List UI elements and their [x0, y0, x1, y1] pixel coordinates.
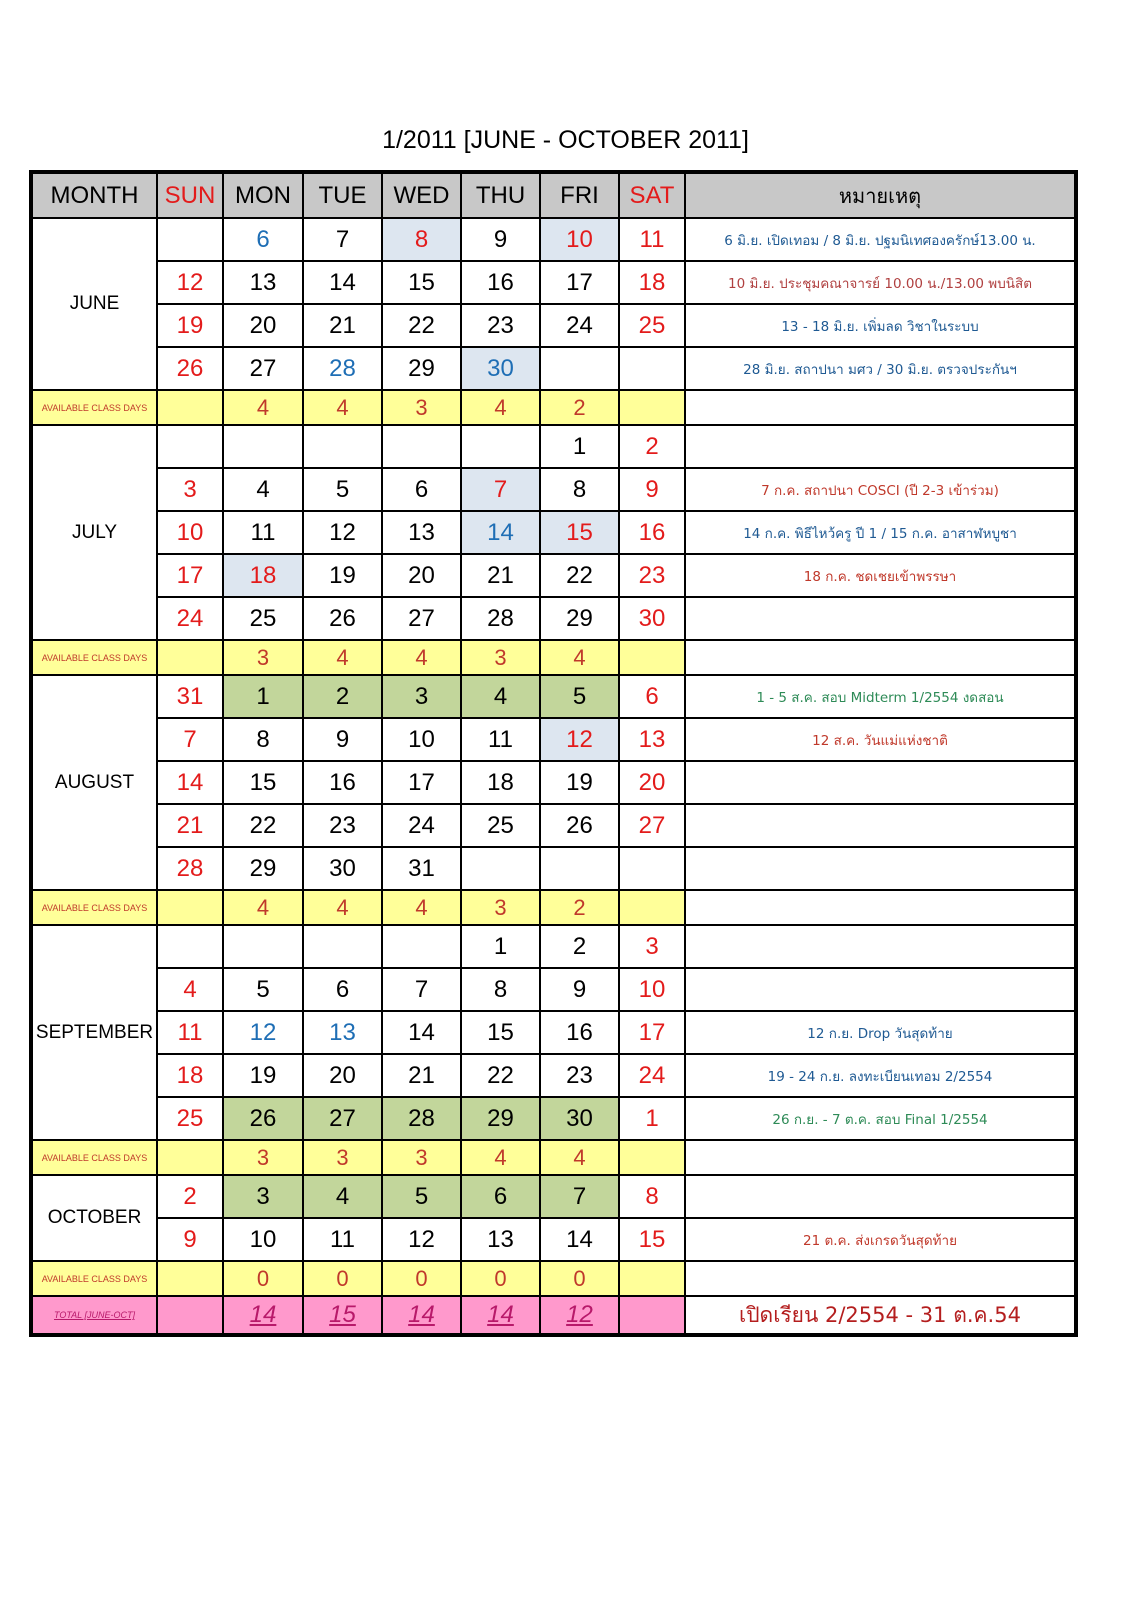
day-cell: [619, 847, 685, 890]
day-cell: 14: [382, 1011, 461, 1054]
day-cell: [223, 925, 303, 968]
day-cell: [619, 347, 685, 390]
day-cell: 18: [461, 761, 540, 804]
note-cell: 13 - 18 มิ.ย. เพิ่มลด วิชาในระบบ: [685, 304, 1076, 347]
note-cell: 7 ก.ค. สถาปนา COSCI (ปี 2-3 เข้าร่วม): [685, 468, 1076, 511]
day-cell: 21: [303, 304, 382, 347]
day-cell: 5: [303, 468, 382, 511]
day-cell: 21: [461, 554, 540, 597]
total-count: 14: [382, 1296, 461, 1335]
day-cell: 5: [223, 968, 303, 1011]
day-cell: [157, 218, 223, 261]
available-days-count: [619, 390, 685, 425]
day-cell: 8: [223, 718, 303, 761]
day-cell: 7: [540, 1175, 619, 1218]
day-cell: 15: [382, 261, 461, 304]
day-cell: 11: [619, 218, 685, 261]
day-cell: [540, 847, 619, 890]
day-cell: 26: [223, 1097, 303, 1140]
available-days-count: [157, 1140, 223, 1175]
available-days-count: 4: [303, 640, 382, 675]
available-days-count: 3: [303, 1140, 382, 1175]
day-cell: 17: [382, 761, 461, 804]
day-cell: 6: [223, 218, 303, 261]
day-cell: [303, 925, 382, 968]
day-cell: 26: [540, 804, 619, 847]
day-cell: 3: [223, 1175, 303, 1218]
week-row: [31, 1011, 1076, 1054]
note-cell: 14 ก.ค. พิธีไหว้ครู ปี 1 / 15 ก.ค. อาสาฬหบูชา: [685, 511, 1076, 554]
day-cell: 10: [619, 968, 685, 1011]
total-label: TOTAL [JUNE-OCT]: [31, 1296, 157, 1335]
header-sun: SUN: [157, 172, 223, 218]
day-cell: 17: [157, 554, 223, 597]
available-days-note: [685, 1261, 1076, 1296]
header-sat: SAT: [619, 172, 685, 218]
available-days-count: 3: [461, 640, 540, 675]
day-cell: 5: [382, 1175, 461, 1218]
day-cell: [461, 847, 540, 890]
available-days-row: [31, 640, 1076, 675]
available-days-label: AVAILABLE CLASS DAYS: [31, 890, 157, 925]
day-cell: 29: [540, 597, 619, 640]
day-cell: [157, 925, 223, 968]
day-cell: 21: [382, 1054, 461, 1097]
week-row: [31, 347, 1076, 390]
day-cell: 15: [540, 511, 619, 554]
available-days-count: [619, 1140, 685, 1175]
day-cell: 23: [303, 804, 382, 847]
available-days-count: [157, 640, 223, 675]
day-cell: 27: [303, 1097, 382, 1140]
day-cell: 26: [303, 597, 382, 640]
week-row: [31, 675, 1076, 718]
day-cell: 25: [223, 597, 303, 640]
week-row: [31, 1054, 1076, 1097]
available-days-label: AVAILABLE CLASS DAYS: [31, 1140, 157, 1175]
day-cell: 13: [223, 261, 303, 304]
available-days-count: 4: [303, 390, 382, 425]
day-cell: [303, 425, 382, 468]
day-cell: 30: [540, 1097, 619, 1140]
day-cell: 21: [157, 804, 223, 847]
day-cell: 13: [382, 511, 461, 554]
day-cell: 5: [540, 675, 619, 718]
day-cell: [382, 925, 461, 968]
available-days-count: 0: [540, 1261, 619, 1296]
total-note: เปิดเรียน 2/2554 - 31 ต.ค.54: [685, 1296, 1076, 1335]
day-cell: 31: [382, 847, 461, 890]
note-cell: [685, 925, 1076, 968]
day-cell: 4: [461, 675, 540, 718]
header-row: [31, 172, 1076, 218]
day-cell: 16: [461, 261, 540, 304]
available-days-count: 3: [382, 390, 461, 425]
available-days-count: [157, 390, 223, 425]
day-cell: 27: [223, 347, 303, 390]
day-cell: 14: [540, 1218, 619, 1261]
day-cell: 20: [303, 1054, 382, 1097]
day-cell: 24: [619, 1054, 685, 1097]
available-days-count: 4: [461, 390, 540, 425]
day-cell: 15: [619, 1218, 685, 1261]
day-cell: 7: [157, 718, 223, 761]
total-row: [31, 1296, 1076, 1335]
day-cell: 30: [303, 847, 382, 890]
week-row: [31, 1175, 1076, 1218]
note-cell: [685, 425, 1076, 468]
month-label: JULY: [31, 425, 157, 640]
day-cell: 14: [461, 511, 540, 554]
day-cell: 29: [382, 347, 461, 390]
available-days-row: [31, 1140, 1076, 1175]
header-wed: WED: [382, 172, 461, 218]
day-cell: 7: [382, 968, 461, 1011]
note-cell: 26 ก.ย. - 7 ต.ค. สอบ Final 1/2554: [685, 1097, 1076, 1140]
day-cell: 29: [223, 847, 303, 890]
week-row: [31, 1097, 1076, 1140]
day-cell: 24: [540, 304, 619, 347]
available-days-note: [685, 1140, 1076, 1175]
day-cell: 18: [223, 554, 303, 597]
day-cell: 12: [223, 1011, 303, 1054]
day-cell: 13: [461, 1218, 540, 1261]
note-cell: [685, 597, 1076, 640]
available-days-count: 0: [461, 1261, 540, 1296]
day-cell: 24: [382, 804, 461, 847]
week-row: [31, 304, 1076, 347]
total-count: 15: [303, 1296, 382, 1335]
week-row: [31, 925, 1076, 968]
note-cell: 28 มิ.ย. สถาปนา มศว / 30 มิ.ย. ตรวจประกันฯ: [685, 347, 1076, 390]
available-days-count: [619, 890, 685, 925]
total-count: 12: [540, 1296, 619, 1335]
note-cell: 1 - 5 ส.ค. สอบ Midterm 1/2554 งดสอน: [685, 675, 1076, 718]
available-days-count: [157, 890, 223, 925]
day-cell: 14: [303, 261, 382, 304]
day-cell: 2: [157, 1175, 223, 1218]
day-cell: 3: [619, 925, 685, 968]
day-cell: 27: [619, 804, 685, 847]
day-cell: 25: [461, 804, 540, 847]
day-cell: 12: [382, 1218, 461, 1261]
day-cell: 8: [382, 218, 461, 261]
day-cell: 10: [223, 1218, 303, 1261]
note-cell: [685, 1175, 1076, 1218]
day-cell: 23: [540, 1054, 619, 1097]
day-cell: 16: [619, 511, 685, 554]
day-cell: 13: [303, 1011, 382, 1054]
day-cell: 20: [223, 304, 303, 347]
available-days-count: 4: [461, 1140, 540, 1175]
week-row: [31, 261, 1076, 304]
day-cell: 12: [303, 511, 382, 554]
header-thu: THU: [461, 172, 540, 218]
note-cell: 12 ส.ค. วันแม่แห่งชาติ: [685, 718, 1076, 761]
note-cell: [685, 804, 1076, 847]
day-cell: 28: [303, 347, 382, 390]
day-cell: 1: [223, 675, 303, 718]
available-days-count: 4: [223, 390, 303, 425]
day-cell: 10: [540, 218, 619, 261]
available-days-count: 4: [382, 640, 461, 675]
day-cell: [382, 425, 461, 468]
day-cell: 11: [223, 511, 303, 554]
day-cell: 15: [461, 1011, 540, 1054]
note-cell: 12 ก.ย. Drop วันสุดท้าย: [685, 1011, 1076, 1054]
week-row: [31, 968, 1076, 1011]
day-cell: 19: [303, 554, 382, 597]
day-cell: 11: [303, 1218, 382, 1261]
day-cell: 22: [461, 1054, 540, 1097]
note-cell: [685, 968, 1076, 1011]
available-days-row: [31, 890, 1076, 925]
available-days-count: 3: [223, 640, 303, 675]
day-cell: 28: [382, 1097, 461, 1140]
day-cell: 6: [461, 1175, 540, 1218]
day-cell: 19: [540, 761, 619, 804]
day-cell: 24: [157, 597, 223, 640]
day-cell: 6: [619, 675, 685, 718]
header-mon: MON: [223, 172, 303, 218]
day-cell: 8: [619, 1175, 685, 1218]
day-cell: 30: [619, 597, 685, 640]
day-cell: 12: [157, 261, 223, 304]
available-days-count: 2: [540, 390, 619, 425]
note-cell: 10 มิ.ย. ประชุมคณาจารย์ 10.00 น./13.00 พบนิสิต: [685, 261, 1076, 304]
week-row: [31, 718, 1076, 761]
day-cell: 4: [303, 1175, 382, 1218]
available-days-note: [685, 390, 1076, 425]
available-days-count: 4: [540, 640, 619, 675]
available-days-count: 0: [303, 1261, 382, 1296]
available-days-count: 4: [540, 1140, 619, 1175]
week-row: [31, 1218, 1076, 1261]
day-cell: 2: [619, 425, 685, 468]
day-cell: 9: [619, 468, 685, 511]
available-days-count: 4: [223, 890, 303, 925]
total-count: 14: [223, 1296, 303, 1335]
day-cell: 7: [303, 218, 382, 261]
note-cell: 6 มิ.ย. เปิดเทอม / 8 มิ.ย. ปฐมนิเทศองครักษ์13.00 น.: [685, 218, 1076, 261]
week-row: [31, 511, 1076, 554]
available-days-count: 2: [540, 890, 619, 925]
day-cell: 22: [223, 804, 303, 847]
day-cell: 26: [157, 347, 223, 390]
day-cell: 1: [619, 1097, 685, 1140]
day-cell: [540, 347, 619, 390]
note-cell: [685, 761, 1076, 804]
week-row: [31, 554, 1076, 597]
week-row: [31, 597, 1076, 640]
day-cell: 12: [540, 718, 619, 761]
day-cell: 10: [382, 718, 461, 761]
day-cell: 1: [461, 925, 540, 968]
day-cell: 6: [382, 468, 461, 511]
day-cell: 9: [303, 718, 382, 761]
day-cell: 19: [223, 1054, 303, 1097]
day-cell: 9: [157, 1218, 223, 1261]
month-label: JUNE: [31, 218, 157, 390]
note-cell: 18 ก.ค. ชดเชยเข้าพรรษา: [685, 554, 1076, 597]
day-cell: [223, 425, 303, 468]
available-days-count: 0: [223, 1261, 303, 1296]
week-row: [31, 847, 1076, 890]
available-days-note: [685, 640, 1076, 675]
day-cell: 23: [619, 554, 685, 597]
calendar-body: [31, 218, 1076, 1335]
day-cell: 1: [540, 425, 619, 468]
day-cell: 9: [540, 968, 619, 1011]
day-cell: 23: [461, 304, 540, 347]
week-row: [31, 761, 1076, 804]
page-title: 1/2011 [JUNE - OCTOBER 2011]: [382, 126, 749, 154]
total-count: [157, 1296, 223, 1335]
academic-calendar-table: [29, 170, 1078, 1337]
week-row: [31, 804, 1076, 847]
day-cell: 2: [540, 925, 619, 968]
available-days-count: 4: [382, 890, 461, 925]
available-days-row: [31, 390, 1076, 425]
month-label: SEPTEMBER: [31, 925, 157, 1140]
available-days-count: [619, 640, 685, 675]
available-days-count: 3: [223, 1140, 303, 1175]
note-cell: 19 - 24 ก.ย. ลงทะเบียนเทอม 2/2554: [685, 1054, 1076, 1097]
header-tue: TUE: [303, 172, 382, 218]
note-cell: [685, 847, 1076, 890]
day-cell: 16: [540, 1011, 619, 1054]
day-cell: 28: [461, 597, 540, 640]
header-month: MONTH: [31, 172, 157, 218]
available-days-label: AVAILABLE CLASS DAYS: [31, 1261, 157, 1296]
day-cell: 29: [461, 1097, 540, 1140]
week-row: [31, 218, 1076, 261]
total-count: 14: [461, 1296, 540, 1335]
day-cell: [461, 425, 540, 468]
day-cell: 15: [223, 761, 303, 804]
available-days-count: 3: [461, 890, 540, 925]
available-days-count: [619, 1261, 685, 1296]
day-cell: 31: [157, 675, 223, 718]
day-cell: 4: [157, 968, 223, 1011]
available-days-label: AVAILABLE CLASS DAYS: [31, 390, 157, 425]
week-row: [31, 425, 1076, 468]
day-cell: 17: [540, 261, 619, 304]
day-cell: 14: [157, 761, 223, 804]
day-cell: 25: [157, 1097, 223, 1140]
day-cell: 7: [461, 468, 540, 511]
available-days-count: 4: [303, 890, 382, 925]
day-cell: 22: [540, 554, 619, 597]
day-cell: 10: [157, 511, 223, 554]
available-days-row: [31, 1261, 1076, 1296]
day-cell: 25: [619, 304, 685, 347]
available-days-count: 0: [382, 1261, 461, 1296]
day-cell: [157, 425, 223, 468]
available-days-label: AVAILABLE CLASS DAYS: [31, 640, 157, 675]
day-cell: 18: [157, 1054, 223, 1097]
header-note: หมายเหตุ: [685, 172, 1076, 218]
day-cell: 28: [157, 847, 223, 890]
day-cell: 8: [461, 968, 540, 1011]
day-cell: 27: [382, 597, 461, 640]
day-cell: 18: [619, 261, 685, 304]
available-days-count: 3: [382, 1140, 461, 1175]
day-cell: 11: [157, 1011, 223, 1054]
header-fri: FRI: [540, 172, 619, 218]
note-cell: 21 ต.ค. ส่งเกรดวันสุดท้าย: [685, 1218, 1076, 1261]
day-cell: 2: [303, 675, 382, 718]
day-cell: 17: [619, 1011, 685, 1054]
day-cell: 4: [223, 468, 303, 511]
day-cell: 20: [619, 761, 685, 804]
available-days-note: [685, 890, 1076, 925]
day-cell: 8: [540, 468, 619, 511]
day-cell: 13: [619, 718, 685, 761]
day-cell: 16: [303, 761, 382, 804]
day-cell: 20: [382, 554, 461, 597]
day-cell: 6: [303, 968, 382, 1011]
total-count: [619, 1296, 685, 1335]
available-days-count: [157, 1261, 223, 1296]
day-cell: 9: [461, 218, 540, 261]
day-cell: 11: [461, 718, 540, 761]
week-row: [31, 468, 1076, 511]
month-label: AUGUST: [31, 675, 157, 890]
day-cell: 30: [461, 347, 540, 390]
day-cell: 3: [382, 675, 461, 718]
day-cell: 19: [157, 304, 223, 347]
month-label: OCTOBER: [31, 1175, 157, 1261]
day-cell: 3: [157, 468, 223, 511]
day-cell: 22: [382, 304, 461, 347]
